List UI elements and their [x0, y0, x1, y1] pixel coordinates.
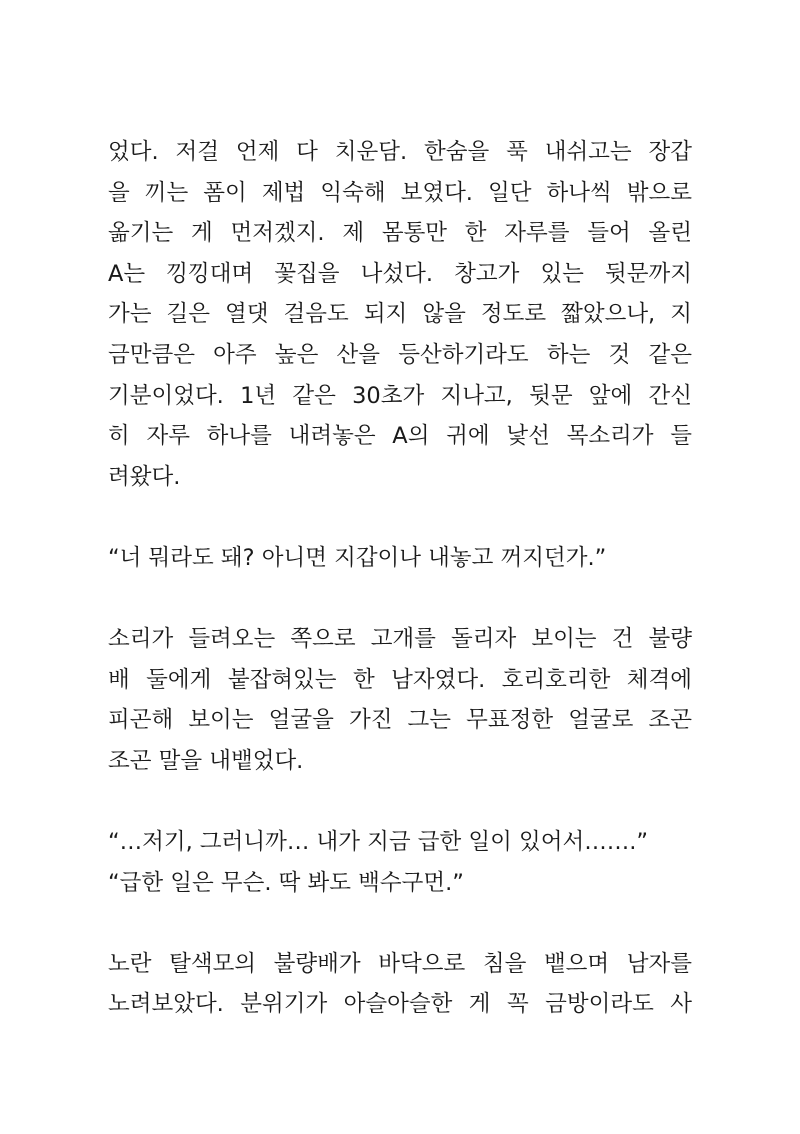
paragraph — [108, 132, 692, 497]
text-line: 금만큼은 아주 높은 산을 등산하기라도 하는 것 같은 — [108, 341, 692, 368]
paragraph-gap — [108, 579, 692, 620]
text-line: 옮기는 게 먼저겠지. 제 몸통만 한 자루를 들어 올린 — [108, 220, 692, 247]
dialogue-line: “너 뭐라도 돼? 아니면 지갑이나 내놓고 꺼지던가.” — [108, 544, 607, 571]
text-line: 기분이었다. 1년 같은 30초가 지나고, 뒷문 앞에 간신 — [108, 382, 692, 409]
paragraph-gap — [108, 497, 692, 538]
text-line: 조곤 말을 내뱉었다. — [108, 747, 304, 774]
text-line: 을 끼는 폼이 제법 익숙해 보였다. 일단 하나씩 밖으로 — [108, 179, 692, 206]
text-line: 었다. 저걸 언제 다 치운담. 한숨을 푹 내쉬고는 장갑 — [108, 139, 692, 165]
paragraph-dialogue — [108, 822, 692, 903]
paragraph — [108, 944, 692, 1025]
paragraph-dialogue — [108, 538, 692, 579]
paragraph-gap — [108, 782, 692, 823]
paragraph-gap — [108, 903, 692, 944]
dialogue-line: “급한 일은 무슨. 딱 봐도 백수구먼.” — [108, 869, 464, 896]
paragraph — [108, 619, 692, 781]
document-body — [108, 132, 692, 1025]
text-line: 피곤해 보이는 얼굴을 가진 그는 무표정한 얼굴로 조곤 — [108, 707, 692, 734]
text-line: A는 낑낑대며 꽃집을 나섰다. 창고가 있는 뒷문까지 — [108, 260, 692, 287]
text-line: 노란 탈색모의 불량배가 바닥으로 침을 뱉으며 남자를 — [108, 950, 692, 977]
dialogue-line: “…저기, 그러니까… 내가 지금 급한 일이 있어서…….” — [108, 829, 649, 856]
text-line: 소리가 들려오는 쪽으로 고개를 돌리자 보이는 건 불량 — [108, 626, 692, 653]
text-line: 히 자루 하나를 내려놓은 A의 귀에 낯선 목소리가 들 — [108, 423, 692, 450]
text-line: 가는 길은 열댓 걸음도 되지 않을 정도로 짧았으나, 지 — [108, 301, 692, 328]
text-line: 려왔다. — [108, 463, 181, 490]
text-line: 노려보았다. 분위기가 아슬아슬한 게 꼭 금방이라도 사 — [108, 991, 692, 1018]
text-line: 배 둘에게 붙잡혀있는 한 남자였다. 호리호리한 체격에 — [108, 666, 692, 693]
